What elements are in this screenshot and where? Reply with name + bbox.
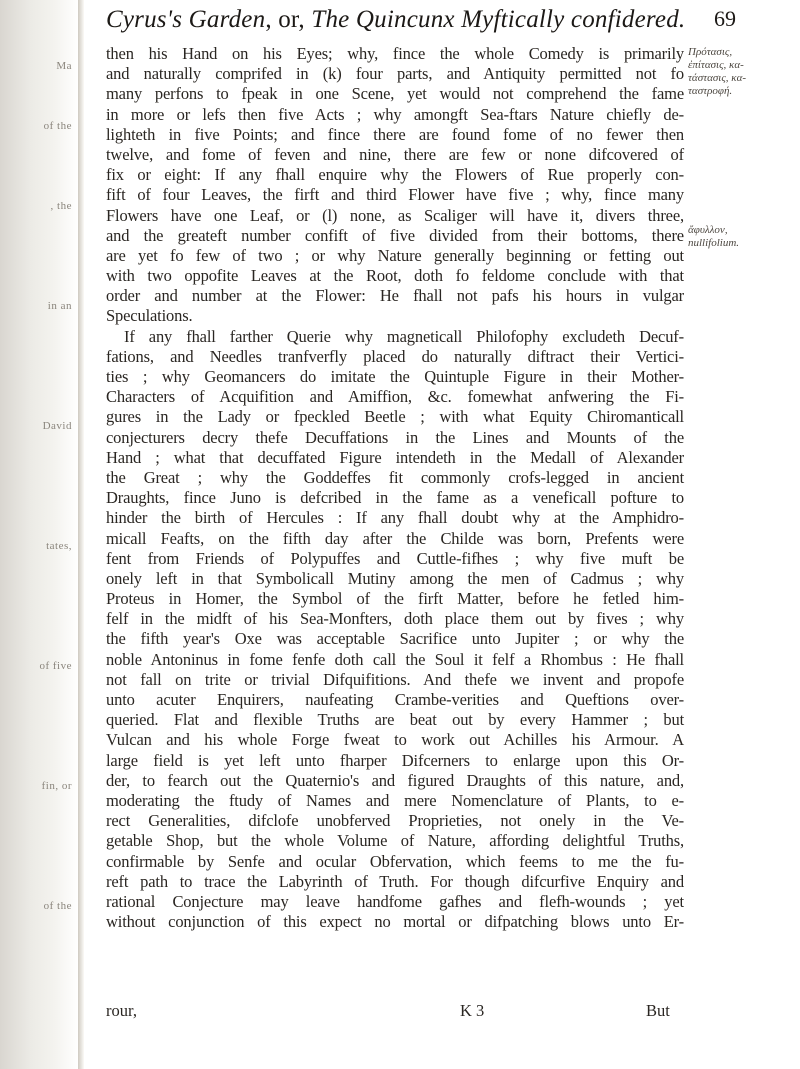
gutter-fragment: David [42,420,72,432]
text-line: then his Hand on his Eyes; why, fince the whole Comedy is primarily [106,44,684,63]
text-line: without conjunction of this expect no mortal or difpatching blows unto Er- [106,912,684,932]
last-line: rour, [106,1001,137,1020]
text-line: Flowers have one Leaf, or (l) none, as Scaliger will have it, divers three, [106,205,684,225]
text-line: felf in the midft of his Sea-Monfters, doth place them out by fives ; why [106,609,684,629]
gutter-fragment: , the [50,200,72,212]
running-title [106,6,685,34]
text-line: Speculations. [106,306,193,326]
gutter-fragment: of five [39,660,72,672]
gutter-fragment: in an [47,300,72,312]
gutter-fragment: tates, [46,540,72,552]
text-line: many perfons to fpeak in one Scene, yet would not comprehend the fame [106,84,684,104]
page-number: 69 [714,6,736,31]
text-line: queried. Flat and flexible Truths are beat out by every Hammer ; but [106,710,684,730]
gutter-fragment: of the [43,900,72,912]
gutter-fragment: fin, or [41,780,72,792]
page-edge-shadow [78,0,84,1069]
margin-note-line: ἐπίτασις, κα- [688,59,744,71]
text-line: with two oppofite Leaves at the Root, doth fo feldome conclude with that [106,266,684,286]
text-line: conjecturers decry thefe Decuffations in the Lines and Mounts of the [106,427,684,447]
text-line: fift of four Leaves, the firft and third Flower have five ; why, fince many [106,185,684,205]
text-line: Characters of Acquifition and Amiffion, &c. fomewhat anfwering the Fi- [106,387,684,407]
text-line: Vulcan and his whole Forge fweat to work out Achilles his Armour. A [106,730,684,750]
text-line: gures in the Lady or fpeckled Beetle ; with what Equity Chiromanticall [106,407,684,427]
catchword: But [646,1001,670,1020]
margin-note-line: τάστασις, κα- [688,72,747,84]
text-line: unto acuter Enquirers, naufeating Crambe-verities and Queftions over- [106,690,684,709]
running-title-part: , or, [265,6,312,33]
running-title-part: Cyrus's Garden [106,6,266,33]
text-line: fent from Friends of Polypuffes and Cuttle-fifhes ; why five muft be [106,548,684,568]
text-line: getable Shop, but the whole Volume of Nature, affording delightful Truths, [106,831,684,851]
text-line: Proteus in Homer, the Symbol of the firft Matter, before he fetled him- [106,589,684,609]
text-line: order and number at the Flower: He fhall not pafs his hours in vulgar [106,286,684,306]
text-line: moderating the ftudy of Names and mere Nomenclature of Plants, to e- [106,790,684,810]
text-line: noble Antoninus in fome fenfe doth call the Soul it felf a Rhombus : He fhall [106,649,684,669]
text-line: rect Generalities, difclofe unobferved Proprieties, not onely in the Ve- [106,811,684,831]
text-line: the fifth year's Oxe was acceptable Sacrifice unto Jupiter ; or why the [106,629,684,649]
margin-note-l [688,224,798,250]
signature-mark: K 3 [460,1001,485,1020]
text-line: confirmable by Senfe and ocular Obfervation, which feems to me the fu- [106,851,684,871]
text-line: onely left in that Symbolicall Mutiny among the men of Cadmus ; why [106,568,684,588]
margin-note-line: ἄφυλλον, [688,224,728,236]
text-line: lighteth in five Points; and fince there are found fome of no fewer then [106,124,684,144]
facing-page-gutter [0,0,78,1069]
text-line: fix or eight: If any fhall enquire why the Flowers of Rue properly con- [106,165,684,185]
gutter-fragment: of the [43,120,72,132]
text-line: fations, and Needles tranfverfly placed do naturally diftract their Vertici- [106,346,684,366]
text-line: twelve, and fome of feven and nine, there are few or none difcovered of [106,144,684,164]
text-line: large field is yet left unto fharper Difcerners to enlarge upon this Or- [106,750,684,770]
text-line: and naturally comprifed in (k) four parts, and Antiquity permitted not fo [106,64,684,84]
text-line: der, to fearch out the Quaternio's and figured Draughts of this nature, and, [106,770,684,790]
text-line: If any fhall farther Querie why magneticall Philofophy excludeth Decuf- [124,326,684,346]
text-line: rational Conjecture may leave handfome gafhes and flefh-wounds ; yet [106,891,684,911]
running-title-part: The Quincunx Myftically confidered. [311,6,686,33]
text-line: hinder the birth of Hercules : If any fhall doubt why at the Amphidro- [106,508,684,528]
gutter-fragment: Ma [56,60,72,72]
text-line: micall Feafts, on the fifth day after the Childe was born, Prefents were [106,528,684,548]
text-line: the Great ; why the Goddeffes fit commonly crofs-legged in ancient [106,467,684,487]
main-text [106,44,684,932]
page-header [106,6,736,40]
text-line: in more or lefs then five Acts ; why amongft Sea-ftars Nature chiefly de- [106,104,684,124]
margin-note-line: nullifolium. [688,237,740,249]
margin-note-k [688,46,798,98]
text-line: Hand ; what that decuffated Figure intendeth in the Medall of Alexander [106,447,684,467]
text-line: are yet fo few of two ; or why Nature generally beginning or fetting out [106,245,684,265]
margin-note-line: ταστροφή. [688,85,733,97]
text-line: Draughts, fince Juno is defcribed in the fame as a veneficall pofture to [106,488,684,508]
margin-note-line: Πρότασις, [688,46,733,58]
text-line: ties ; why Geomancers do imitate the Quintuple Figure in their Mother- [106,367,684,386]
text-line: and the greateft number confift of five divided from their bottoms, there [106,225,684,245]
text-line: reft path to trace the Labyrinth of Truth. For though difcurfive Enquiry and [106,871,684,891]
text-line: not fall on trite or trivial Difquifitions. And thefe we invent and propofe [106,669,684,689]
